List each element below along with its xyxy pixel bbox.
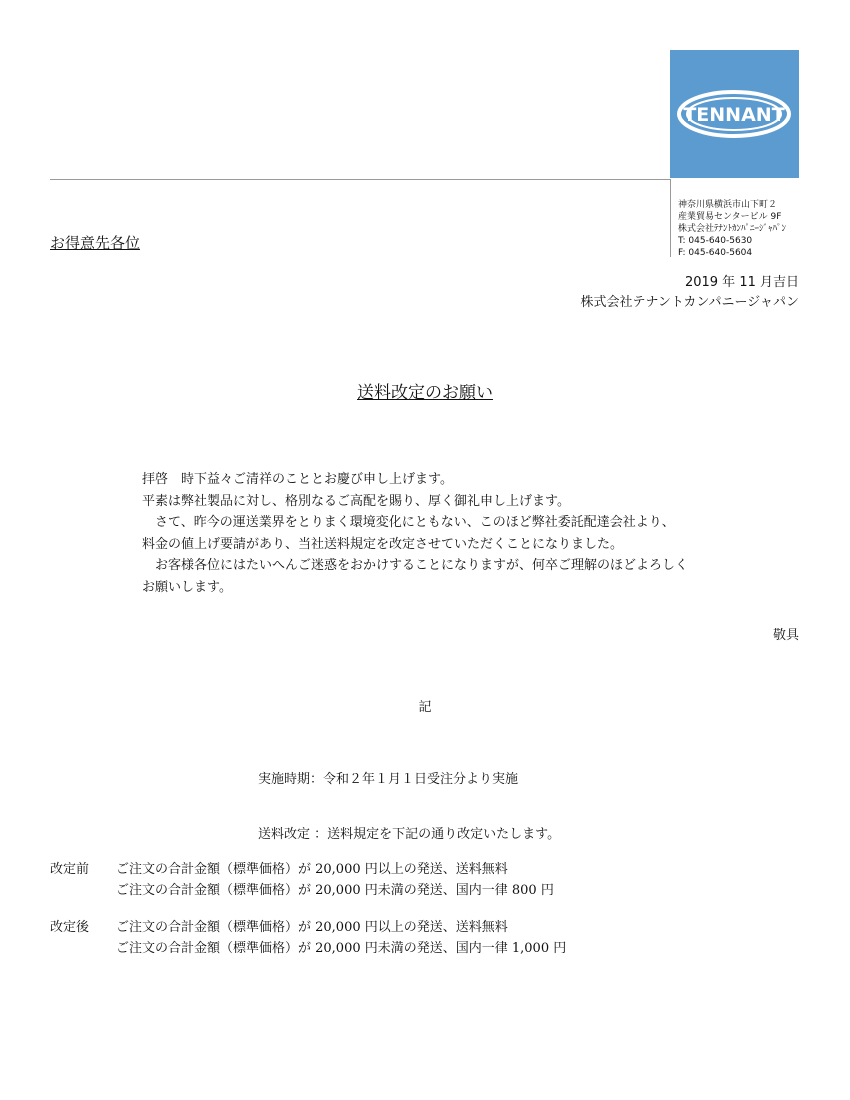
rate-row: ご注文の合計金額（標準価格）が 20,000 円以上の発送、送料無料 xyxy=(116,920,508,935)
after-label: 改定後 xyxy=(50,920,90,935)
phone-number: T: 045-640-5630 xyxy=(678,236,753,246)
address-line: 産業貿易センタービル 9F xyxy=(678,212,782,222)
rate-row: ご注文の合計金額（標準価格）が 20,000 円以上の発送、送料無料 xyxy=(116,862,508,877)
body-line: 料金の値上げ要請があり、当社送料規定を改定させていただくことになりました。 xyxy=(142,536,624,552)
tennant-logo xyxy=(670,50,799,178)
company-address xyxy=(678,199,786,259)
sender-name: 株式会社テナントカンパニージャパン xyxy=(580,295,799,310)
address-line: 株式会社ﾃﾅﾝﾄｶﾝﾊﾟﾆｰｼﾞｬﾊﾟﾝ xyxy=(678,224,787,234)
rate-row: ご注文の合計金額（標準価格）が 20,000 円未満の発送、国内一律 1,000 円 xyxy=(116,941,567,956)
body-line: 平素は弊社製品に対し、格別なるご高配を賜り、厚く御礼申し上げます。 xyxy=(142,493,570,509)
revision-intro: 送料改定 ：送料規定を下記の通り改定いたします。 xyxy=(258,827,561,842)
letter-date: 2019 年 11 月吉日 xyxy=(684,275,799,290)
body-line: お客様各位にはたいへんご迷惑をおかけすることになりますが、何卒ご理解のほどよろしく xyxy=(142,558,689,573)
recipient: お得意先各位 xyxy=(50,234,141,252)
notes-heading: 記 xyxy=(418,700,432,715)
body-line: 拝啓 時下益々ご清祥のこととお慶び申し上げます。 xyxy=(142,472,453,487)
implementation-date: 実施時期：令和２年１月１日受注分より実施 xyxy=(258,772,519,787)
body-line: お願いします。 xyxy=(142,579,232,595)
header-rule xyxy=(50,179,670,180)
address-divider xyxy=(670,179,671,257)
before-label: 改定前 xyxy=(50,862,90,877)
letter-body xyxy=(142,469,688,598)
before-revision xyxy=(50,859,750,903)
letter-title: 送料改定のお願い xyxy=(357,383,493,403)
fax-number: F: 045-640-5604 xyxy=(678,248,753,258)
body-line: さて、昨今の運送業界をとりまく環境変化にともない、このほど弊社委託配達会社より、 xyxy=(142,515,675,530)
closing: 敬具 xyxy=(772,628,799,643)
date-sender-block xyxy=(580,273,799,313)
tennant-logo-mark xyxy=(670,50,799,178)
letter-title-block xyxy=(0,378,850,403)
logo-wordmark: TENNANT xyxy=(683,104,785,126)
rate-row: ご注文の合計金額（標準価格）が 20,000 円未満の発送、国内一律 800 円 xyxy=(116,883,554,898)
address-line: 神奈川県横浜市山下町２ xyxy=(678,200,778,210)
after-revision xyxy=(50,917,750,961)
